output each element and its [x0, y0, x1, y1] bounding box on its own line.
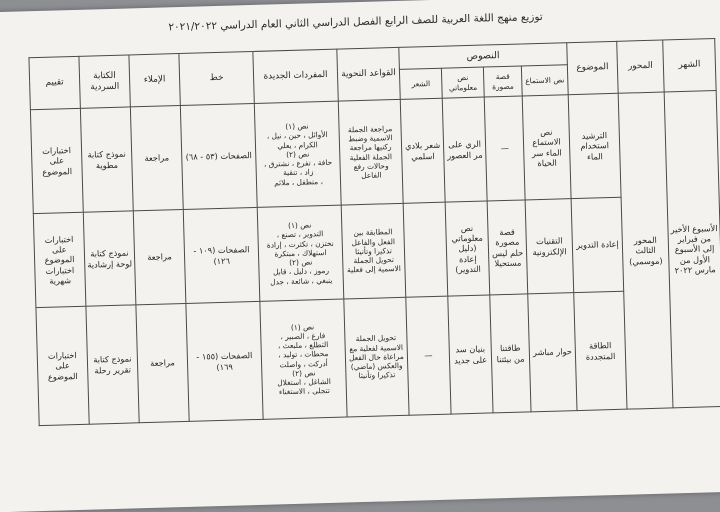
vocab-line: الأوائل ، حين ، نيل ،	[266, 130, 328, 141]
vocab-line: أدركت ، واصلت	[279, 358, 328, 369]
writing-cell: نموذج كتابة مطوية	[80, 107, 133, 212]
poetry-cell: —	[406, 296, 451, 415]
topic-cell: الترشيد استخدام الماء	[568, 93, 621, 198]
header-axis: المحور	[617, 40, 664, 93]
topic-cell: الطاقة المتجددة	[574, 291, 627, 410]
header-row	[29, 39, 715, 80]
vocab-line: رموز ، دليل ، قابل	[272, 266, 330, 277]
header-poetry: الشعر	[399, 68, 442, 99]
grammar-cell: مراجعة الجملة الاسمية وضبط ركنيها مراجعة الجملة الفعلية وحالات رفع الفاعل	[338, 99, 403, 205]
vocab-line: نص (٢)	[292, 368, 316, 378]
listening-cell: حوار مباشر	[528, 293, 577, 412]
table-row	[36, 288, 720, 425]
header-vocab: المفردات الجديدة	[253, 49, 338, 103]
assessment-cell: اختبارات على الموضوع	[30, 108, 83, 213]
month-cell: الأسبوع الأخير من فبراير إلى الأسبوع الأول من مارس ٢٠٢٢	[664, 91, 720, 408]
listening-cell: التقنيات الإلكترونية	[525, 199, 574, 294]
pictorial-cell: طاقتنا من بيئتنا	[490, 294, 531, 413]
header-grammar: القواعد النحوية	[337, 47, 400, 101]
header-topic: الموضوع	[567, 41, 618, 94]
vocab-line: تتجلى ، الاستغناء	[278, 386, 330, 397]
header-writing: الكتابة السردية	[79, 55, 130, 108]
header-dictation: الإملاء	[129, 54, 180, 107]
listening-cell: نص الاستماع الماء سر الحياة	[522, 95, 571, 200]
informational-cell: نص معلوماتي (دليل إعادة التدوير)	[445, 201, 490, 296]
dictation-cell: مراجعة	[133, 209, 186, 304]
header-handwriting: خط	[179, 51, 254, 105]
informational-cell: الري على مر العصور	[442, 97, 487, 202]
poetry-cell: شعر بلادي اسلمي	[400, 98, 445, 203]
vocab-cell	[260, 299, 347, 419]
writing-cell: نموذج كتابة تقرير رحلة	[86, 305, 139, 424]
header-month: الشهر	[663, 39, 716, 92]
header-informational: نص معلوماتي	[441, 67, 484, 98]
grammar-cell: تحويل الجملة الاسمية لفعلية مع مراعاة حال الفعل والعكس (ماضي) تذكيرا وتأنيثا	[344, 297, 409, 417]
header-pictorial: قصة مصورة	[483, 66, 522, 97]
curriculum-table	[28, 38, 720, 426]
vocab-line: محطات ، توليد ،	[278, 349, 329, 360]
vocab-line: التدوير ، تصنع ،	[276, 229, 324, 240]
handwriting-cell: الصفحات (١٠٩ - ١٢٦)	[183, 207, 260, 303]
topic-cell: إعادة التدوير	[571, 197, 624, 292]
vocab-line: الكرام ، يعلي	[277, 139, 318, 150]
vocab-line: نص (٢)	[285, 149, 310, 159]
pictorial-cell: قصة مصورة حلم ليس مستحيلا	[487, 200, 528, 295]
document-title: توزيع منهج اللغة العربية للصف الرابع الفصل الدراسي الثاني العام الدراسي ٢٠٢١/٢٠٢٢	[168, 10, 543, 34]
header-assessment: تقييم	[29, 56, 80, 109]
dictation-cell: مراجعة	[130, 106, 183, 211]
pictorial-cell: —	[484, 96, 525, 201]
poetry-cell	[403, 202, 448, 297]
handwriting-cell: الصفحات (٥٣ - ٦٨)	[180, 103, 257, 209]
vocab-line: استهلاك ، مبتكرة	[274, 247, 327, 259]
vocab-line: الشاغل ، استغلال	[277, 376, 331, 388]
header-listening: نص الاستماع	[521, 65, 568, 96]
vocab-line: حافة ، تفرع ، نشترق ، زاد ، تنقية	[263, 157, 333, 178]
vocab-line: نص (١)	[285, 121, 309, 132]
table-row	[30, 91, 719, 214]
vocab-line: نختزن ، تكثرت ، إرادة	[266, 238, 334, 250]
vocab-cell	[254, 101, 341, 207]
vocab-cell	[257, 205, 344, 301]
vocab-line: التطلع ، ملبعث ،	[277, 339, 329, 351]
vocab-line: نص (١)	[287, 220, 312, 231]
header-texts: النصوص	[399, 43, 568, 70]
vocab-line: نص (١)	[290, 321, 315, 332]
writing-cell: نموذج كتابة لوحة إرشادية	[83, 211, 136, 306]
assessment-cell: اختبارات على الموضوع	[36, 306, 89, 425]
assessment-cell: اختبارات على الموضوع اختبارات شهرية	[33, 212, 86, 307]
handwriting-cell: الصفحات (١٥٥ - ١٦٩)	[186, 301, 263, 421]
vocab-line: فارغ ، الصبير ،	[280, 330, 326, 342]
grammar-cell: المطابقة بين الفعل والفاعل تذكيرا وتأنيثا تحويل الجملة الاسمية إلى فعلية	[341, 203, 406, 299]
vocab-line: ينبغي ، شائعة ، جدل	[270, 275, 333, 287]
vocab-line: نص (٢)	[289, 257, 313, 268]
vocab-line: ، متطفل ، ملائم	[274, 176, 324, 188]
axis-cell: المحور الثالث (موسمي)	[618, 92, 673, 409]
informational-cell: بنيان سد على جديد	[448, 295, 493, 414]
dictation-cell: مراجعة	[136, 303, 189, 422]
